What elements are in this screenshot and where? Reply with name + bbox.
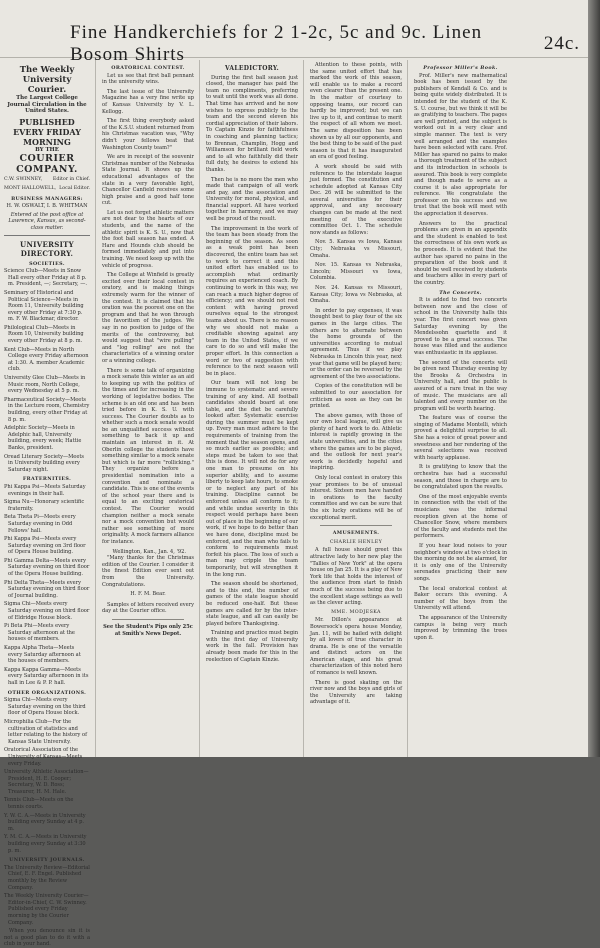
column-valedictory (200, 60, 304, 757)
valedictory-paragraphs (206, 75, 298, 664)
directory-entry: Oratorical Association of the University of Kansas—Meets every Friday. (4, 747, 83, 767)
publication-line: PUBLISHED EVERY FRIDAY MORNING (13, 116, 81, 147)
column-league (304, 60, 408, 757)
article-paragraph: The first thing everybody asked of the K.S.U. student returned from his Christmas vacation was, "Why didn't your fellows beat that Washington County team?" (102, 118, 194, 151)
staff-row-1 (4, 177, 90, 184)
directory-entry: Pi Beta Phi—Meets every Saturday afternoon at the houses of members. (4, 623, 75, 643)
article-paragraph: Let us not forget athletic matters are not dear to the hearts of our students, and the name of the athletic spirit is K. S. U., now that the foot ball season has ended. A Hare and Hounds club should be formed immediately and put into training. We need keep up with the vehicle of progress. (102, 209, 194, 269)
directory-entry: Kappa Kappa Gamma—Meets every Saturday afternoon in its hall in Lee & P. P. hall. (4, 666, 89, 686)
article-paragraph: The above games, with those of our own local league, will give us plenty of hard work to do. Athletic interest is rapidly growing in the state universities, and in the cities where the games are to be played, and the outlook for next year's work is decidedly hopeful and inspiring. (310, 412, 402, 472)
letter-signature: H. F. M. Bear. (130, 591, 166, 598)
article-paragraph: We are in receipt of the souvenir Christmas number of the Nebraska State Journal. It shows up the educational advantages of the state in a very favorable light, Chancellor Canfield receives some high praise and a good half tone cut. (102, 154, 194, 207)
letter-body: "Many thanks for the Christmas edition of the Courier. I consider it the finest Edition ever sent out from the University. Congratulations. (102, 555, 194, 588)
staff-name: MONT HALLOWELL, (4, 185, 57, 191)
directory-entry: Y. M. C. A.—Meets in University building every Sunday at 3:30 p. m. (4, 834, 87, 854)
editorial-paragraphs (102, 73, 194, 546)
managers: H. W. OSWALT, I. B. WHITMAN (6, 203, 88, 210)
article-paragraph: Attention to these points, with the same united effort that has marked the work of this season, will enable us to make a record even clearer than the present one. In the matter of courtesy to opposing teams, our record can hardly be improved; but we can live up to it, and continue to merit the respect of all whom we meet. The same disposition has been shown us by all our opponents, and the best thing to be said of the past season is that it has inaugurated an era of good feeling. (310, 62, 402, 161)
article-paragraph: Copies of the constitution will be submitted to our association for criticism as soon as they can be printed. (310, 383, 402, 410)
directory-entry: Kent Club—Meets in North College every Friday afternoon at 1:30. A. member Academic club. (4, 346, 89, 373)
societies-list (4, 268, 90, 473)
directory-entry: The Weekly University Courier—Editor-in-Chief, C. W. Swinney. Published every Friday morning by the Courier Company. (4, 893, 89, 926)
by-the: BY THE (35, 146, 59, 153)
organizations-heading: OTHER ORGANIZATIONS. (7, 689, 87, 696)
directory-entry: Pharmaceutical Society—Meets in the Lecture room, Chemistry building, every other Friday at 8 p. m. (4, 396, 90, 423)
staff-row-2 (4, 186, 90, 193)
article-paragraph: Our team will not long be immune to systematic and severe training of any kind. All football candidates should board at one table, and the diet be carefully looked after. Systematic exercise during the summer must be kept up. Every man must adhere to the requirements of training from the moment that the season opens, and so much earlier as possible; and steps must be taken to see that this is done. It will not do for any one man to presume on his superior ability, and to assume liberty to keep late hours, to smoke or to neglect any part of his training. Discipline cannot be enforced unless all conform to it; and while undue severity in this respect would perhaps have been out of place in the beginning of our work, if we hope to do better than we have done, discipline must be enforced, and the man who fails to conform to requirements must forfeit his place. The loss of such a man may cripple the team temporarily, but will strengthen it in the long run. (206, 380, 298, 578)
article-paragraph: A work should be said with reference to the interstate league just formed. The constitution and schedule adopted at Kansas City Dec. 26 will be submitted to the several universities for their approval, and any necessary changes can be made at the next meeting of the executive committee Oct. 1. The schedule now stands as follows: (310, 163, 402, 236)
directory-entry: University Athletic Association—President, H. E. Cooper; Secretary, W. D. Ross; Treasurer, H. M. Hale. (4, 769, 89, 795)
amusements-heading: AMUSEMENTS. (332, 530, 380, 537)
amusement-subheading: MME. MODJESKA (331, 609, 381, 615)
directory-entry: Science Club—Meets in Snow Hall every other Friday at 8 p. m. President, —; Secretary, —. (4, 268, 87, 288)
directory-entry: Kappa Alpha Theta—Meets every Saturday afternoon at the houses of members. (4, 645, 81, 665)
staff-role: Editor in Chief. (52, 177, 90, 183)
directory-entry: Seminary of Historical and Political Science—Meets in Room 11, University building every other Friday at 7:30 p. m. F. W. Blackmar, director. (4, 289, 84, 323)
column-notes (408, 60, 512, 757)
article-paragraph: There is some talk of organizing a mock senate this winter as an aid to keeping up with the politics of the times and for increasing in the working of legislative bodies. The scheme is an old one and has been tried before in K. S. U. with success. The Courier doubts as to whether such a mock senate would be an unqualified success without something to back it up and maintain an interest in it. At Oberlin college the students have something similar to a mock senate but which is far more "rollicking." They organize before a presidential nomination into a convention and nominate a candidate. This is one of the events of the school year there and is equal to an exciting oratorical contest. The Courier would champion neither a mock senate nor a mock convention but would rather see something of more originality. A mock farmers alliance for instance. (102, 367, 194, 545)
divider (112, 619, 184, 620)
directory-entry: Sigma Chi—Meets every Saturday evening on third floor of Eldridge House block. (4, 601, 90, 621)
directory-entry: Oread Literary Society—Meets in University building every Saturday night. (4, 453, 84, 473)
directory-entry: Phi Kappa Psi—Meets Saturday evenings in their hall. (4, 483, 86, 497)
oratorical-heading: ORATORICAL CONTEST. (111, 65, 185, 71)
masthead (4, 65, 90, 236)
note-paragraph: If you hear loud noises to your neighbor's window at two o'clock in the morning do not be alarmed, for it is only one of the University serenades practicing their new songs. (414, 542, 507, 582)
article-paragraph: Only local contest in oratory this year promises to be of unusual interest. Sixteen men have handed in orations to the faculty committee and we can be sure that the six lucky orations will be of exceptional merit. (310, 475, 402, 521)
directory-entry: Phi Kappa Psi—Meets every Saturday evening on 3rd floor of Opera House building. (4, 536, 86, 556)
managers-heading: BUSINESS MANAGERS: (11, 195, 83, 202)
note-paragraph: One of the most enjoyable events in connection with the visit of the musicians was the informal reception given at the home of Chancellor Snow, where members of the faculty and students met the performers. (414, 493, 507, 540)
league-paragraphs (310, 62, 402, 521)
article-paragraph: Nov. 24. Kansas vs Missouri, Kansas City; Iowa vs Nebraska, at Omaha. (310, 285, 402, 305)
concerts-paragraphs (414, 297, 507, 461)
article-paragraph: The last issue of the University Magazine has a very fine write up of Kansas University by V. L. Kellogg. (102, 88, 194, 115)
directory-entry: Phi Gamma Delta—Meets every Saturday evening on third floor of the Opera House building. (4, 557, 90, 578)
article-paragraph: Let us see that first ball pennant in the university wins. (102, 72, 194, 86)
directory-entry: Sigma Chi—Meets every Saturday evening on the third floor of Opera House block. (4, 697, 86, 717)
column-masthead (0, 60, 96, 948)
directory-entry: Philological Club—Meets in Room 10, University building every other Friday at 8 p. m. (4, 324, 84, 345)
book-heading: Professor Miller's Book. (423, 65, 498, 71)
directory-entry: Adelphic Society—Meets in Adelphic hall, University building, every week; Hattie Banks, president. (4, 425, 82, 451)
directory-entry: Sigma Nu—Honorary scientific fraternity. (4, 499, 85, 512)
page-edge-shadow (588, 0, 600, 757)
note-paragraph: The appearance of the University campus is being very much improved by trimming the trees upon it. (414, 614, 507, 641)
directory-entry: Beta Theta Pi—Meets every Saturday evening in Odd Fellows' hall. (4, 514, 76, 534)
directory-entry: Microphilia Club—For the cultivation of statistics and letter relating to the history of Kansas State University. (4, 718, 87, 745)
amusement-subheading: CHARLIE HENLEY (329, 539, 383, 545)
company-name: COURIER COMPANY. (16, 153, 78, 176)
amusement-paragraph: A full house should greet this attractive lady to her new play the "Tallies of New York" at the opera house on Jan 25. It is a play of New York life that holds the interest of the audience from start to finish much of the success being due to the excellent stage settings as well as the clever acting. (310, 547, 402, 607)
article-paragraph: Answers to the practical problems are given in an appendix and the student is enabled to test the correctness of his own work as he proceeds. It is evident that the author has spared no pains in the preparation of the book and it should be well received by students and teachers alike in every part of the country. (414, 220, 507, 286)
note-paragraph: It is gratifying to know that the orchestra has had a successful season, and those in charge are to be congratulated upon the results. (414, 464, 507, 491)
article-paragraph: It is added to find two concerts between now and the close of school in the University halls this year. The first concert was given Saturday evening by the Mendelssohn quartette and it proved to be a great success. The house was filled and the audience was enthusiastic in its applause. (414, 297, 507, 356)
letter-date: Wellington, Kan., Jan. 4, '92. (112, 548, 186, 555)
article-columns (0, 60, 588, 948)
organizations-list (4, 697, 90, 854)
article-paragraph: Prof. Miller's new mathematical book has been issued by the publishers of Kendall & Co. and is being quite widely distributed. It is intended for the student of the K. S. U. course, but we think it will be as gratifying to teachers. The pages are well printed, and the subject is worked out in a very clear and simple manner. The text is very well arranged and the examples have been selected with care. Prof. Miller has spared no pains to make a thorough treatment of the subject and its introduction in schools is assured. This book is very complete and though made to serve as a course it is also appropriate for reference. We congratulate the professor on his success and we trust that the book will meet with the appreciation it deserves. (414, 72, 507, 218)
entered-note: Entered at the post office at Lawrence, Kansas, as second-class matter. (8, 211, 86, 231)
staff-name: C.W. SWINNEY, (4, 177, 43, 183)
article-paragraph: The season should be shortened, and to this end, the number of games of the state league should be reduced one-half. But these games are called for by the inter-state league, and all can easily be played before Thanksgiving. (206, 581, 298, 627)
article-paragraph: The improvement in the work of the team has been steady from the beginning of the season. As soon as a weak point has been discovered, the entire team has set to work to correct it and this united effort has enabled us to accomplish what ordinarily requires an experienced coach. By continuing to work in this way, we can reach a much higher degree of efficiency; and we should not rest content with having proved ourselves equal to the strongest teams about us. There is no reason why we should not make a creditable showing against any team in the United States, if we care to do so and will make the proper effort. In this connection a word or two of suggestion with reference to the next season will be in place. (206, 225, 298, 377)
staff-role: Local Editor. (59, 185, 90, 191)
advertisement-banner (0, 21, 588, 65)
directory-entry: Phi Delta Theta—Meets every Saturday evening on third floor of Journal building. (4, 579, 90, 599)
directory-entry: University Glee Club—Meets in Music room, North College, every Wednesday at 5 p. m. (4, 375, 86, 395)
directory-entry: The University Review—Editorial Chief, E. F. Engel. Published monthly by the Review Company. (4, 864, 90, 891)
banner-price: 24c. (543, 32, 580, 54)
banner-text: Fine Handkerchiefs for 2 1-2c, 5c and 9c. Linen Bosom Shirts (70, 21, 483, 65)
article-paragraph: In order to pay expenses, it was thought best to play four of the six games in the large cities. The others are to alternate between the home grounds of the universities according to mutual agreement. Thus if we play Nebraska in Lincoln this year, next year that game will be played here; or the order can be reversed by the agreement of the two associations. (310, 307, 402, 380)
fraternities-heading: FRATERNITIES. (22, 476, 72, 483)
societies-heading: SOCIETIES. (29, 260, 65, 267)
amusement-paragraph: Mr. Dillon's appearance at Bowersock's opera house Monday, Jan. 11, will be hailed with delight by all lovers of true character in drama. He is one of the versatile and distinct actors on the American stage, and his great characterization of this noted hero of romance is well known. (310, 617, 402, 677)
journals-heading: UNIVERSITY JOURNALS. (9, 857, 85, 864)
article-paragraph: The College at Winfield is greatly excited over their local contest in oratory, and is making things extremely warm for the winner of the contest. It is claimed that his oration was the poorest one on the program and that he won through the favoritism of the judges. We say in no position to judge of the merits of the controversy, but would suggest that "wire pulling" and "log rolling" are not the characteristics of a winning orator or a winning college. (102, 272, 194, 364)
divider (320, 525, 392, 526)
book-paragraphs (414, 73, 507, 287)
article-paragraph: The second of the concerts will be given next Thursday evening by the Brooks & Orchestra in University hall, and the public is assured of a rare treat in the way of music. The musicians are all talented and every number on the program will be worth hearing. (414, 359, 507, 412)
samples-note: Samples of letters received every day at the Courier office. (102, 601, 194, 615)
amusement-paragraph: There is good skating on the river now and the boys and girls of the University are taking advantage of it. (310, 679, 402, 706)
article-paragraph: Nov. 15. Kansas vs Nebraska, Lincoln; Missouri vs Iowa, Columbia. (310, 262, 402, 282)
directory-entry: Y. W. C. A.—Meets in University building every Sunday at 4 p. m. (4, 812, 86, 832)
fraternities-list (4, 484, 90, 687)
article-paragraph: During the first ball season just closed, the manager has paid the team no compliments, preferring to wait until the work was all done. That time has arrived and he now wishes to express publicly to the team and the second eleven his cordial appreciation of their labors. To Captain Kinzie for faithfulness in coaching and planning tactics; to Brennan, Champlin, Hogg and Williamson for brilliant field work and to all who faithfully did their full duty, he desires to extend his thanks. (206, 74, 298, 173)
paper-subtitle: The Largest College Journal Circulation in the United States. (7, 95, 87, 115)
valedictory-heading: VALEDICTORY. (224, 65, 280, 72)
paper-title: The Weekly University Courier. (19, 65, 75, 95)
article-paragraph: Then he is no more the men who made that campaign of all work and pay, and the association and University for moral, physical, and financial support. All have worked together in harmony, and we may well be proud of the result. (206, 176, 298, 223)
article-paragraph: Training and practice must begin with the first day of University work in the fall. Provision has already been made for this in the reelection of Captain Kinzie. (206, 630, 298, 663)
pips-advert: See the Student's Pips only 25c at Smith's News Depot. (103, 623, 193, 637)
column-editorials (96, 60, 200, 757)
article-paragraph: The feature was of course the singing of Madame Montelli, which proved a delightful surprise to all. She has a voice of great power and sweetness and her rendering of the several selections was received with hearty applause. (414, 415, 507, 461)
closing-note: When you denounce sin it is not a good plan to do it with a club in your hand. (4, 928, 90, 948)
directory-entry: Tennis Club—Meets on the tennis courts. (4, 797, 74, 811)
article-paragraph: Nov. 5. Kansas vs Iowa, Kansas City; Nebraska vs Missouri, Omaha. (310, 239, 402, 259)
concerts-heading: The Concerts. (439, 289, 482, 296)
journals-list (4, 865, 90, 926)
note-paragraph: The local oratorical contest at Baker occurs this evening. A number of the boys from the University will attend. (414, 585, 507, 612)
directory-heading: UNIVERSITY DIRECTORY. (20, 239, 74, 258)
